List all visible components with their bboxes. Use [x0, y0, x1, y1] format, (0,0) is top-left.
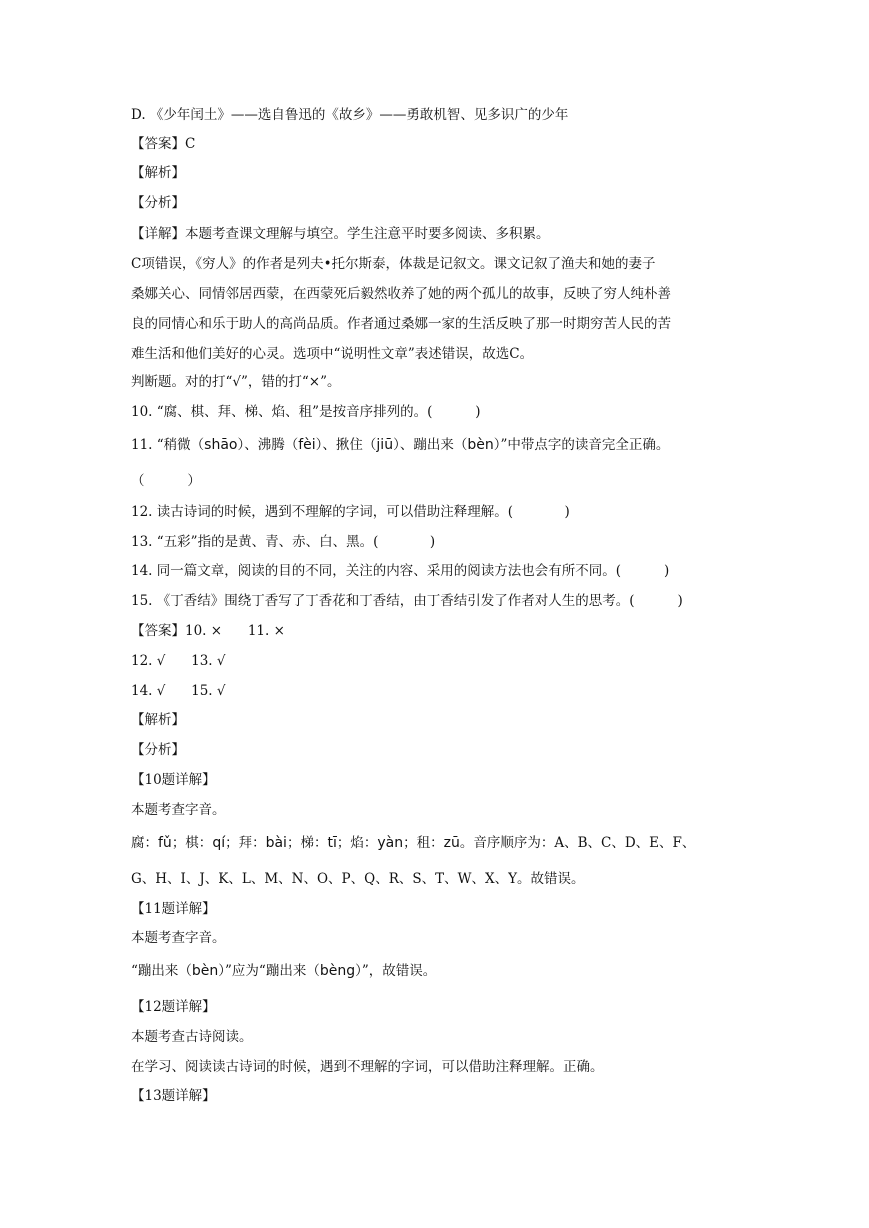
detail-pinyin-line-11: “蹦出来（bèn）”应为“蹦出来（bèng）”，故错误。 — [131, 963, 437, 979]
answer-row: 12. √ 13. √ — [131, 653, 226, 669]
paragraph-line: 良的同情心和乐于助人的高尚品质。作者通过桑娜一家的生活反映了那一时期穷苦人民的苦 — [131, 316, 671, 332]
answer-row: 14. √ 15. √ — [131, 683, 226, 699]
fenxi-heading-1: 【分析】 — [131, 195, 185, 211]
question-13: 13. “五彩”指的是黄、青、赤、白、黑。( ) — [131, 534, 436, 550]
detail-pinyin-line-10: 腐：fǔ；棋：qí；拜：bài；梯：tī；焰：yàn；租：zū。音序顺序为：A、B、C、D、E、F、 — [131, 835, 696, 851]
detail-text-12: 本题考查古诗阅读。 — [131, 1029, 253, 1045]
detail-heading-13: 【13题详解】 — [131, 1088, 216, 1104]
judge-intro: 判断题。对的打“√”，错的打“×”。 — [131, 374, 341, 390]
fenxi-heading-2: 【分析】 — [131, 742, 185, 758]
question-15: 15. 《丁香结》围绕丁香写了丁香花和丁香结，由丁香结引发了作者对人生的思考。( ) — [131, 593, 683, 609]
detail-heading-10: 【10题详解】 — [131, 772, 216, 788]
question-14: 14. 同一篇文章，阅读的目的不同，关注的内容、采用的阅读方法也会有所不同。( ) — [131, 563, 670, 579]
detail-text-11: 本题考查字音。 — [131, 930, 226, 946]
detail-heading-11: 【11题详解】 — [131, 901, 216, 917]
question-11-paren: （ ） — [131, 473, 201, 489]
question-10: 10. “腐、棋、拜、梯、焰、租”是按音序排列的。( ) — [131, 404, 481, 420]
detail-heading-12: 【12题详解】 — [131, 999, 216, 1015]
detail-text-10: 本题考查字音。 — [131, 802, 226, 818]
analysis-heading-2: 【解析】 — [131, 712, 185, 728]
detail-line-10: G、H、I、J、K、L、M、N、O、P、Q、R、S、T、W、X、Y。故错误。 — [131, 871, 585, 887]
paragraph-line: C项错误，《穷人》的作者是列夫•托尔斯泰，体裁是记叙文。课文记叙了渔夫和她的妻子 — [131, 256, 656, 272]
paragraph-line: 桑娜关心、同情邻居西蒙，在西蒙死后毅然收养了她的两个孤儿的故事，反映了穷人纯朴善 — [131, 286, 671, 302]
answer-heading-1: 【答案】C — [131, 136, 196, 152]
detail-heading-1: 【详解】本题考查课文理解与填空。学生注意平时要多阅读、多积累。 — [131, 226, 550, 242]
question-12: 12. 读古诗词的时候，遇到不理解的字词，可以借助注释理解。( ) — [131, 504, 570, 520]
question-11: 11. “稍微（shāo）、沸腾（fèi）、揪住（jiū）、蹦出来（bèn）”中带点字的读音完全正确。 — [131, 437, 670, 453]
option-d-line: D. 《少年闰土》——选自鲁迅的《故乡》——勇敢机智、见多识广的少年 — [131, 107, 569, 123]
detail-line-12: 在学习、阅读读古诗词的时候，遇到不理解的字词，可以借助注释理解。正确。 — [131, 1059, 604, 1075]
answer-heading-2: 【答案】10. × 11. × — [131, 623, 285, 639]
paragraph-line: 难生活和他们美好的心灵。选项中“说明性文章”表述错误，故选C。 — [131, 346, 534, 362]
analysis-heading-1: 【解析】 — [131, 165, 185, 181]
